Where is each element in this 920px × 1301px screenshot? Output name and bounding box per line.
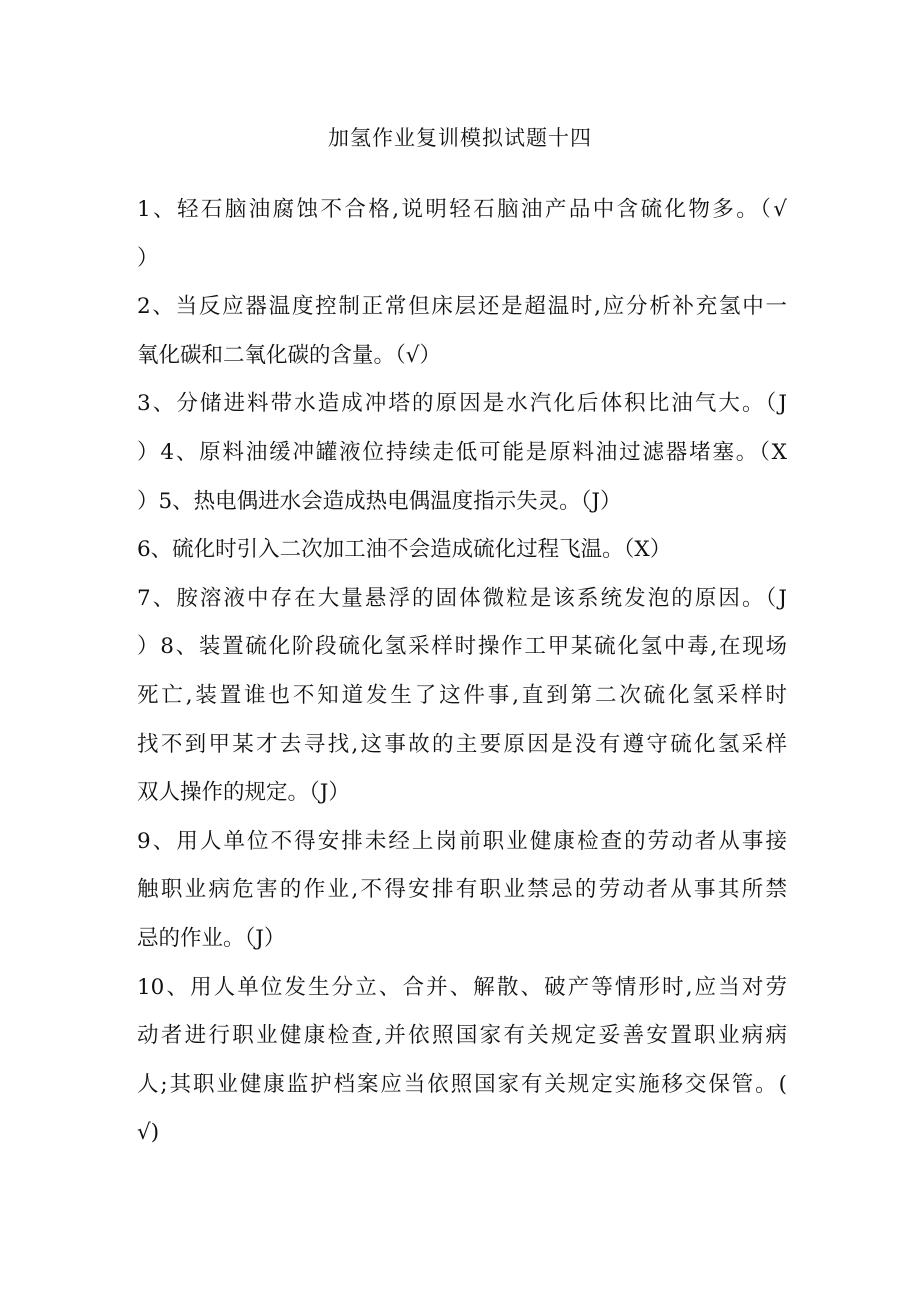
text-line: 3、分储进料带水造成冲塔的原因是水汽化后体积比油气大。（J xyxy=(137,391,787,417)
text-line: 找不到甲某才去寻找,这事故的主要原因是没有遵守硫化氢采样 xyxy=(137,731,787,757)
text-line: 忌的作业。（J） xyxy=(137,925,286,951)
text-line: ）8、装置硫化阶段硫化氢采样时操作工甲某硫化氢中毒,在现场 xyxy=(137,634,787,660)
text-line: 10、用人单位发生分立、合并、解散、破产等情形时,应当对劳 xyxy=(137,974,787,1000)
text-line: 7、胺溶液中存在大量悬浮的固体微粒是该系统发泡的原因。（J xyxy=(137,585,787,611)
text-line: ）5、热电偶进水会造成热电偶温度指示失灵。（J） xyxy=(137,488,622,514)
text-line: 人;其职业健康监护档案应当依照国家有关规定实施移交保管。( xyxy=(137,1071,787,1097)
document-title: 加氢作业复训模拟试题十四 xyxy=(328,126,592,150)
text-line: √) xyxy=(137,1120,160,1146)
text-line: 氧化碳和二氧化碳的含量。（√） xyxy=(137,342,441,368)
text-line: 动者进行职业健康检查,并依照国家有关规定妥善安置职业病病 xyxy=(137,1023,787,1049)
text-line: ） xyxy=(137,245,159,271)
question-list xyxy=(137,186,787,1158)
text-line: 2、当反应器温度控制正常但床层还是超温时,应分析补充氢中一 xyxy=(137,294,787,320)
text-line: 1、轻石脑油腐蚀不合格,说明轻石脑油产品中含硫化物多。（√ xyxy=(137,197,787,222)
text-line: 双人操作的规定。（J） xyxy=(137,780,350,806)
text-line: 6、硫化时引入二次加工油不会造成硫化过程飞温。（X） xyxy=(137,537,672,563)
text-line: 死亡,装置谁也不知道发生了这件事,直到第二次硫化氢采样时 xyxy=(137,682,787,708)
text-line: 9、用人单位不得安排未经上岗前职业健康检查的劳动者从事接 xyxy=(137,828,787,854)
text-line: 触职业病危害的作业,不得安排有职业禁忌的劳动者从事其所禁 xyxy=(137,877,787,903)
text-line: ）4、原料油缓冲罐液位持续走低可能是原料油过滤器堵塞。（X xyxy=(137,439,787,465)
